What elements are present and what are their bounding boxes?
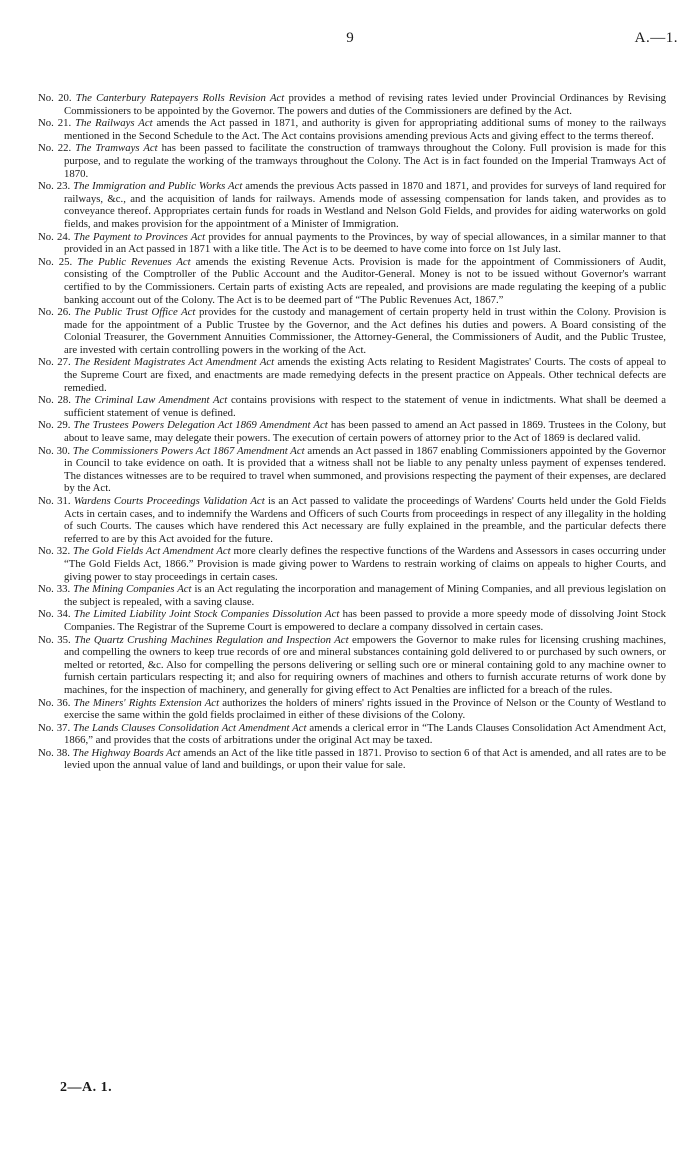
act-title: The Miners' Rights Extension Act bbox=[73, 696, 220, 709]
entry-number: No. 37. bbox=[38, 721, 71, 734]
entry-text: amends an Act of the like title passed in 1871. Proviso to section 6 of that Act is amended, and all rates are to be levied upon the annual value of land and buildings, or upon their value for sale. bbox=[64, 746, 666, 772]
act-title: The Resident Magistrates Act Amendment Act bbox=[74, 356, 275, 369]
page-number: 9 bbox=[346, 30, 354, 46]
entry-number: No. 21. bbox=[38, 117, 72, 130]
act-title: The Canterbury Ratepayers Rolls Revision Act bbox=[75, 92, 285, 104]
entry-number: No. 30. bbox=[38, 444, 71, 457]
entry-text: amends an Act passed in 1867 enabling Commissioners appointed by the Governor in Council to take evidence on oath. It is provided that a witness shall not be liable to any penalty unless payment of expenses tendered. The distances witnesses are to be required to travel when summoned, and provisions respecting the payment of their expenses, are declared by the Act. bbox=[64, 444, 667, 495]
act-entry bbox=[38, 634, 666, 697]
entry-number: No. 20. bbox=[38, 92, 72, 104]
act-entry bbox=[38, 256, 666, 306]
act-entry bbox=[38, 419, 666, 444]
act-entry bbox=[38, 545, 666, 583]
act-title: The Commissioners Powers Act 1867 Amendment Act bbox=[72, 444, 305, 457]
act-entry bbox=[38, 445, 666, 495]
entry-number: No. 38. bbox=[38, 746, 70, 759]
entry-text: amends the existing Revenue Acts. Provision is made for the appointment of Commissioners of Audit, consisting of the Comptroller of the Public Account and the Auditor-General. Money is not to be issued without Governor's warrant certified to by the Commissioners. Certain parts of existing Acts are repealed, and provisions are made regulating the keeping of a public banking account out of the Colony. The Act is to be deemed part of “The Public Revenues Act, 1867.” bbox=[64, 255, 667, 306]
entry-text: amends the existing Acts relating to Resident Magistrates' Courts. The costs of appeal to the Supreme Court are fixed, and enactments are made remedying defects in the present practice on Appeals. Other technical defects are remedied. bbox=[64, 356, 667, 394]
act-entry bbox=[38, 142, 666, 180]
entry-text: amends a clerical error in “The Lands Clauses Consolidation Act Amendment Act, 1866,” and provides that the costs of arbitrations under the original Act may be taxed. bbox=[64, 721, 667, 747]
entry-number: No. 25. bbox=[38, 255, 73, 268]
act-title: The Tramways Act bbox=[75, 142, 158, 155]
entry-text: amends the Act passed in 1871, and authority is given for appropriating additional sums of money to the railways mentioned in the Second Schedule to the Act. The Act contains provisions amending previous Acts and giving effect to the terms thereof. bbox=[64, 117, 667, 142]
entry-number: No. 34. bbox=[38, 608, 71, 621]
entry-number: No. 24. bbox=[38, 230, 71, 243]
act-title: The Lands Clauses Consolidation Act Amendment Act bbox=[73, 721, 307, 734]
act-entry bbox=[38, 180, 666, 230]
entry-text: is an Act regulating the incorporation and management of Mining Companies, and all previous legislation on the subject is repealed, with a saving clause. bbox=[64, 583, 667, 608]
entry-number: No. 22. bbox=[38, 142, 72, 155]
entry-text: contains provisions with respect to the statement of venue in indictments. What shall be deemed a sufficient statement of venue is defined. bbox=[64, 394, 666, 419]
entry-text: has been passed to facilitate the construction of tramways throughout the Colony. Full provision is made for this purpose, and to regulate the working of the tramways throughout the Colony. The Act is in fact founded on the Imperial Tramways Act of 1870. bbox=[64, 142, 667, 180]
act-title: The Railways Act bbox=[75, 117, 153, 130]
act-title: The Immigration and Public Works Act bbox=[73, 180, 243, 193]
act-title: The Payment to Provinces Act bbox=[73, 230, 206, 243]
entry-number: No. 26. bbox=[38, 306, 71, 319]
entry-number: No. 33. bbox=[38, 583, 71, 596]
act-entry bbox=[38, 356, 666, 394]
act-entry bbox=[38, 697, 666, 722]
act-entry bbox=[38, 306, 666, 356]
act-entries-list bbox=[38, 92, 666, 772]
entry-number: No. 35. bbox=[38, 633, 71, 646]
entry-number: No. 23. bbox=[38, 180, 71, 193]
entry-text: has been passed to provide a more speedy mode of dissolving Joint Stock Companies. The Registrar of the Supreme Court is empowered to declare a company dissolved in certain cases. bbox=[64, 608, 666, 633]
act-title: Wardens Courts Proceedings Validation Act bbox=[73, 495, 265, 507]
document-reference: A.—1. bbox=[634, 30, 678, 46]
act-title: The Gold Fields Act Amendment Act bbox=[73, 545, 231, 558]
act-entry bbox=[38, 747, 666, 772]
entry-text: provides a method of revising rates levied under Provincial Ordinances by Revising Commissioners to be appointed by the Governor. The powers and duties of the Commissioners are defined by the Act. bbox=[64, 92, 667, 117]
act-entry bbox=[38, 583, 666, 608]
act-entry bbox=[38, 495, 666, 545]
signature-mark: 2—A. 1. bbox=[60, 1080, 113, 1095]
entry-number: No. 28. bbox=[38, 394, 71, 407]
entry-text: provides for annual payments to the Provinces, by way of special allowances, in a similar manner to that provided in an Act passed in 1871 with a like title. The Act is to be deemed to have come into force on 1st July last. bbox=[64, 230, 667, 256]
act-entry bbox=[38, 722, 666, 747]
entry-text: authorizes the holders of miners' rights issued in the Province of Nelson or the County of Westland to exercise the same within the gold fields proclaimed in either of these divisions of the Colony. bbox=[64, 696, 667, 722]
act-title: The Trustees Powers Delegation Act 1869 Amendment Act bbox=[73, 419, 328, 432]
act-title: The Highway Boards Act bbox=[72, 746, 181, 759]
act-entry bbox=[38, 92, 666, 117]
act-entry bbox=[38, 231, 666, 256]
entry-text: has been passed to amend an Act passed in 1869. Trustees in the Colony, but about to leave same, may delegate their powers. The execution of certain powers of attorney prior to the Act of 1869 is declared valid. bbox=[64, 419, 667, 445]
entry-text: empowers the Governor to make rules for licensing crushing machines, and compelling the owners to keep true records of ore and mineral substances containing gold delivered to or purchased by such owners, or melted or retorted, &c. Also for compelling the persons delivering or selling such ore or mineral containing gold to any machine owner to furnish certain particulars respecting it; and also for requiring owners of machines and others to furnish accurate returns of work done by machines, for the inspection of machinery, and generally for giving effect to Act Penalties are inflicted for a breach of the rules. bbox=[64, 633, 667, 696]
entry-number: No. 36. bbox=[38, 696, 71, 709]
entry-number: No. 29. bbox=[38, 419, 71, 432]
act-title: The Quartz Crushing Machines Regulation and Inspection Act bbox=[74, 633, 349, 646]
entry-number: No. 27. bbox=[38, 356, 71, 369]
act-title: The Public Revenues Act bbox=[77, 255, 191, 268]
act-title: The Public Trust Office Act bbox=[74, 306, 196, 319]
act-entry bbox=[38, 394, 666, 419]
entry-text: is an Act passed to validate the proceedings of Wardens' Courts held under the Gold Fields Acts in certain cases, and to indemnify the Wardens and Officers of such Courts from proceedings in respect of any illegality in the holding of such Courts. The causes which have rendered this Act necessary are fully explained in the preamble, and the particular defects there referred to are by this Act avoided for the future. bbox=[64, 495, 666, 545]
act-title: The Criminal Law Amendment Act bbox=[74, 394, 228, 407]
entry-number: No. 32. bbox=[38, 545, 71, 558]
act-title: The Mining Companies Act bbox=[73, 583, 192, 596]
entry-text: amends the previous Acts passed in 1870 and 1871, and provides for surveys of land required for railways, &c., and the acquisition of lands for railways. Amends mode of assessing compensation for lands taken, and provides as to conveyance thereof. Appropriates certain funds for roads in Westland and Nelson Gold Fields, and provides for aiding waterworks on gold fields, and makes provision for the appointment of a Minister of Immigration. bbox=[64, 180, 666, 230]
act-entry bbox=[38, 117, 666, 142]
act-title: The Limited Liability Joint Stock Companies Dissolution Act bbox=[73, 608, 340, 621]
act-entry bbox=[38, 608, 666, 633]
entry-number: No. 31. bbox=[38, 495, 71, 507]
entry-text: more clearly defines the respective functions of the Wardens and Assessors in cases occurring under “The Gold Fields Act, 1866.” Provision is made giving power to Wardens to restrain working of claims on appeals to higher Courts, and giving power to stay proceedings in certain cases. bbox=[64, 545, 667, 583]
entry-text: provides for the custody and management of certain property held in trust within the Colony. Provision is made for the appointment of a Public Trustee by the Governor, and the Act defines his duties and powers. A Board consisting of the Colonial Treasurer, the Government Annuities Commissioner, the Attorney-General, the Commissioners of Audit, and the Public Trustee, are invested with certain controlling powers in the working of the Act. bbox=[64, 306, 666, 356]
